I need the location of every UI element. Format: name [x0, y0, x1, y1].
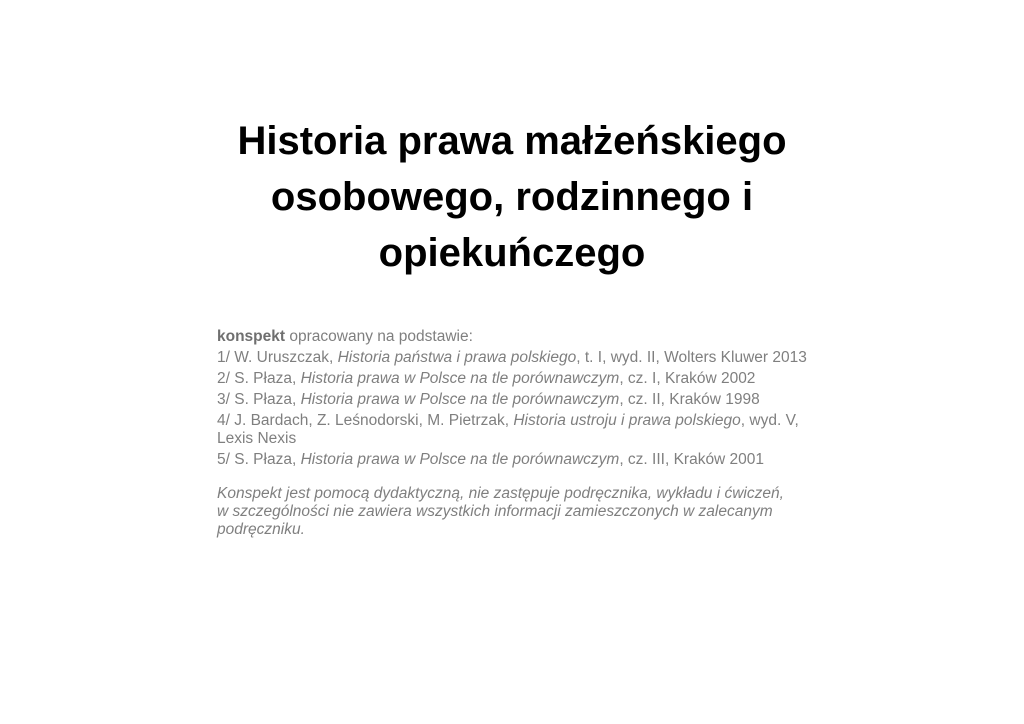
reference-3 [217, 391, 817, 409]
reference-prefix: 3/ S. Płaza, [217, 391, 301, 408]
reference-5 [217, 451, 817, 469]
reference-title: Historia prawa w Polsce na tle porównawczym [300, 391, 620, 408]
reference-title: Historia prawa w Polsce na tle porównawczym [300, 370, 620, 387]
title-line-2: osobowego, rodzinnego i [270, 175, 754, 219]
intro-bold: konspekt [217, 328, 286, 345]
title-line-3: opiekuńczego [378, 231, 646, 275]
reference-suffix: , t. I, wyd. II, Wolters Kluwer 2013 [576, 349, 807, 366]
slide-title [170, 113, 854, 281]
reference-prefix: 2/ S. Płaza, [217, 370, 301, 387]
reference-suffix: , wyd. V, Lexis Nexis [217, 412, 799, 447]
reference-2 [217, 370, 817, 388]
reference-prefix: 4/ J. Bardach, Z. Leśnodorski, M. Pietrzak, [217, 412, 514, 429]
slide-body [217, 328, 817, 539]
reference-suffix: , cz. I, Kraków 2002 [619, 370, 756, 387]
reference-prefix: 1/ W. Uruszczak, [217, 349, 338, 366]
disclaimer-note: Konspekt jest pomocą dydaktyczną, nie zastępuje podręcznika, wykładu i ćwiczeń, w szczególności nie zawiera wszystkich informacji zamieszczonych w zalecanym podręczniku. [217, 485, 784, 538]
reference-4 [217, 412, 817, 448]
intro-line [217, 328, 817, 346]
title-line-1: Historia prawa małżeńskiego [237, 119, 787, 163]
reference-title: Historia prawa w Polsce na tle porównawczym [300, 451, 620, 468]
reference-suffix: , cz. II, Kraków 1998 [619, 391, 760, 408]
reference-1 [217, 349, 817, 367]
intro-rest: opracowany na podstawie: [285, 328, 473, 345]
reference-suffix: , cz. III, Kraków 2001 [619, 451, 765, 468]
reference-prefix: 5/ S. Płaza, [217, 451, 301, 468]
reference-title: Historia państwa i prawa polskiego [337, 349, 577, 366]
reference-title: Historia ustroju i prawa polskiego [513, 412, 741, 429]
